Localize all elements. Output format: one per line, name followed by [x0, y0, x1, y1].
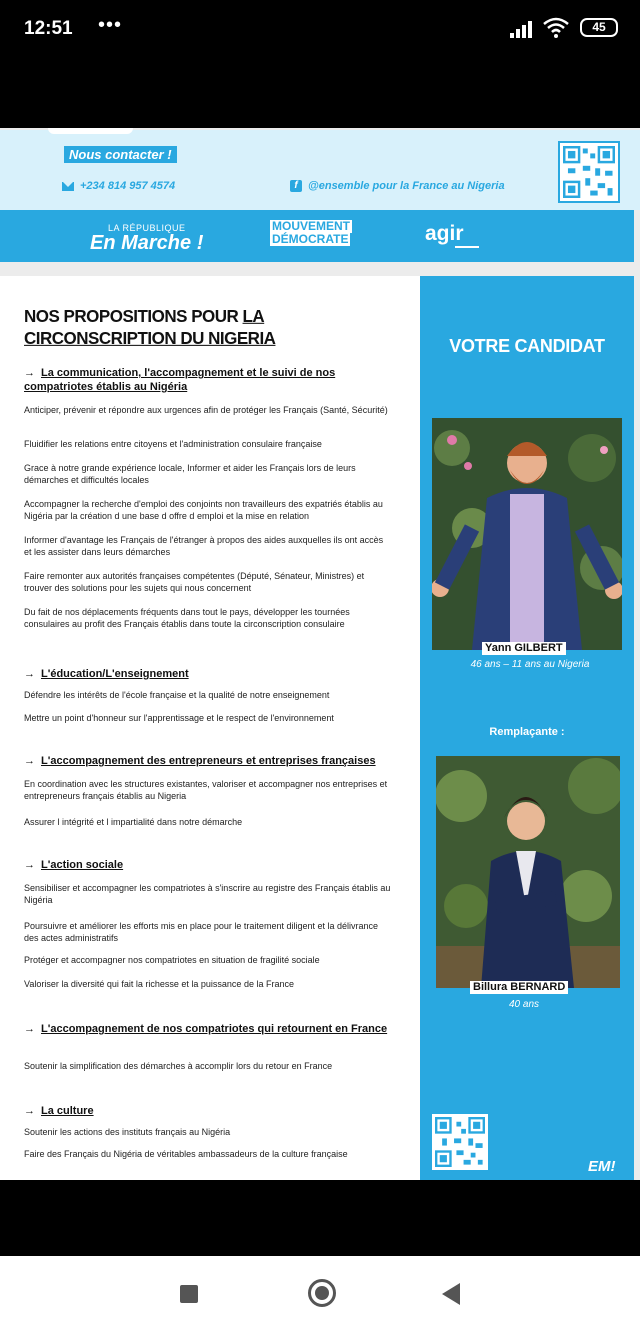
navigation-bar [0, 1256, 640, 1332]
candidate-name: Yann GILBERT [482, 642, 566, 655]
program-item: Accompagner la recherche d'emploi des conjoints non travailleurs des expatriés établis au Nigéria par la création d une base d offre d emploi et la mise en relation [24, 499, 383, 521]
program-item: Grace à notre grande expérience locale, Informer et aider les Français lors de leurs démarches et difficultés locales [24, 463, 356, 485]
section-heading: → L'action sociale [24, 859, 124, 871]
battery-icon: 45 [580, 18, 618, 37]
section-heading: → L'accompagnement de nos compatriotes qui retournent en France [24, 1023, 388, 1035]
program-item: Informer d'avantage les Français de l'étranger à propos des aides auxquelles ils ont accès et les assister dans leurs démarches [24, 535, 384, 557]
section-heading: → L'éducation/L'enseignement [24, 668, 189, 680]
qr-code-icon [430, 1112, 490, 1172]
signal-icon [510, 20, 536, 38]
program-item: Défendre les intérêts de l'école française et la qualité de notre enseignement [24, 690, 330, 700]
candidate-heading: VOTRE CANDIDAT [449, 336, 605, 356]
candidate-panel [420, 276, 634, 1180]
wifi-icon [542, 16, 570, 38]
notification-dots-icon: ••• [98, 14, 123, 36]
program-item: Poursuivre et améliorer les efforts mis en place pour le traitement diligent et la délivrance des actes administratifs [24, 921, 379, 943]
substitute-name: Billura BERNARD [470, 981, 568, 994]
candidate-age: 46 ans – 11 ans au Nigeria [470, 659, 590, 670]
substitute-age: 40 ans [508, 999, 540, 1010]
program-item: Soutenir la simplification des démarches à accomplir lors du retour en France [24, 1061, 333, 1071]
status-time: 12:51 [24, 18, 73, 39]
program-item: Fluidifier les relations entre citoyens et l'administration consulaire française [24, 439, 322, 449]
program-title: NOS PROPOSITIONS POUR LA CIRCONSCRIPTION DU NIGERIA [24, 306, 276, 348]
phone-number: +234 814 957 4574 [80, 180, 176, 192]
qr-code-icon [558, 141, 620, 203]
program-item: Sensibiliser et accompagner les compatriotes à s'inscrire au registre des Français établis au Nigéria [24, 883, 391, 905]
contact-band [0, 130, 640, 210]
substitute-photo [436, 756, 620, 988]
section-heading: → La communication, l'accompagnement et le suivi de nos compatriotes établis au Nigéria [24, 367, 336, 393]
program-item: Soutenir les actions des instituts français au Nigéria [24, 1127, 231, 1137]
status-bar [0, 0, 640, 128]
republique-small-text: LA RÉPUBLIQUE [108, 223, 186, 233]
home-icon[interactable] [308, 1279, 336, 1307]
section-heading: → L'accompagnement des entrepreneurs et entreprises françaises [24, 755, 376, 767]
agir-logo: agir [425, 222, 464, 245]
modem-line2: DÉMOCRATE [272, 232, 349, 246]
program-item: Mettre un point d'honneur sur l'apprentissage et le respect de l'environnement [24, 713, 334, 723]
facebook-handle: @ensemble pour la France au Nigeria [308, 180, 505, 192]
mail-icon [62, 182, 74, 191]
contact-title: Nous contacter ! [64, 146, 177, 163]
program-item: Assurer l intégrité et l impartialité dans notre démarche [24, 817, 243, 827]
contact-tab [48, 128, 133, 134]
substitute-label: Remplaçante : [489, 726, 565, 738]
party-logos-band [0, 210, 634, 262]
em-logo: EM! [588, 1158, 616, 1175]
back-icon[interactable] [442, 1283, 460, 1305]
program-item: Protéger et accompagner nos compatriotes en situation de fragilité sociale [24, 955, 320, 965]
program-item: Valoriser la diversité qui fait la richesse et la puissance de la France [24, 979, 294, 989]
program-item: En coordination avec les structures existantes, valoriser et accompagner nos entreprises et entrepreneurs français établis au Nigeria [24, 779, 388, 801]
facebook-icon: f [290, 180, 302, 192]
phone-line [62, 180, 175, 192]
section-heading: → La culture [24, 1105, 94, 1117]
candidate-photo [432, 418, 622, 650]
program-item: Du fait de nos déplacements fréquents dans tout le pays, développer les tournées consulaires au profit des Français établis dans toute la circonscription consulaire [24, 607, 350, 629]
agir-underline [455, 246, 479, 248]
en-marche-logo: En Marche ! [90, 232, 204, 254]
program-item: Faire remonter aux autorités françaises compétentes (Député, Sénateur, Ministres) et trouver des solutions pour les sujets qui nous concernent [24, 571, 365, 593]
modem-logo [270, 220, 362, 250]
program-item: Anticiper, prévenir et répondre aux urgences afin de protéger les Français (Santé, Sécurité) [24, 405, 388, 415]
modem-line1: MOUVEMENT [272, 219, 350, 233]
facebook-line [290, 180, 505, 192]
flyer-image [0, 128, 640, 1180]
program-panel [0, 276, 420, 1180]
recent-apps-icon[interactable] [180, 1285, 198, 1303]
program-item: Faire des Français du Nigéria de véritables ambassadeurs de la culture française [24, 1149, 348, 1159]
